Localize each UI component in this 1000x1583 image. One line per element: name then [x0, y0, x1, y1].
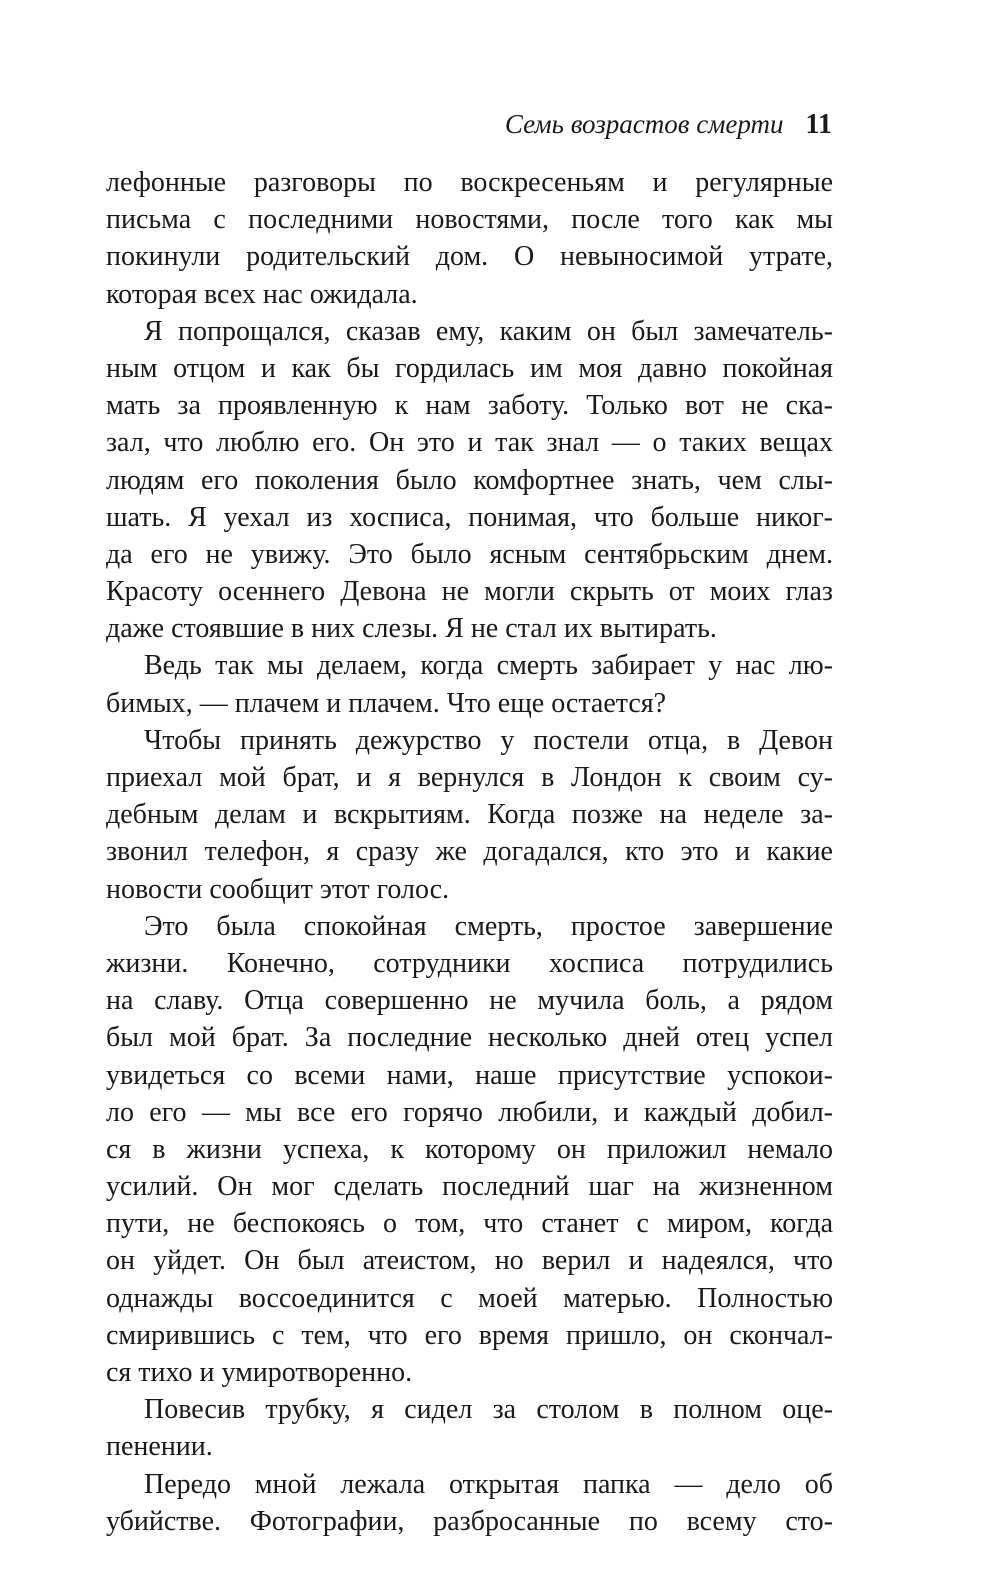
text-line: шать. Я уехал из хосписа, понимая, что больше никог-: [106, 501, 833, 533]
text-line: зал, что люблю его. Он это и так знал — о таких вещах: [106, 427, 833, 459]
body-text: [106, 164, 833, 1540]
text-line: ным отцом и как бы гордилась им моя давно покойная: [106, 352, 833, 384]
text-line: ся тихо и умиротворенно.: [106, 1357, 413, 1388]
text-line: людям его поколения было комфортнее знать, чем слы-: [106, 464, 833, 496]
text-line: дебным делам и вскрытиям. Когда позже на неделе за-: [106, 799, 833, 831]
text-line: письма с последними новостями, после того как мы: [106, 204, 833, 236]
text-line: усилий. Он мог сделать последний шаг на жизненном: [106, 1171, 833, 1203]
text-line: которая всех нас ожидала.: [106, 278, 418, 310]
paragraph-first-line: Это была спокойная смерть, простое завершение: [144, 910, 833, 942]
running-header: [505, 104, 832, 145]
text-line: однажды воссоединится с моей матерью. Полностью: [106, 1282, 833, 1314]
paragraph-first-line: Передо мной лежала открытая папка — дело об: [144, 1468, 833, 1500]
page-number: 11: [805, 109, 832, 140]
text-line: да его не увижу. Это было ясным сентябрьским днем.: [106, 538, 833, 570]
text-line: новости сообщит этот голос.: [106, 873, 450, 905]
text-line: на славу. Отца совершенно не мучила боль, а рядом: [106, 985, 833, 1017]
text-line: убийстве. Фотографии, разбросанные по всему сто-: [106, 1505, 833, 1537]
text-line: смирившись с тем, что его время пришло, он скончал-: [106, 1319, 833, 1351]
text-line: увидеться со всеми нами, наше присутствие успокои-: [106, 1059, 833, 1091]
text-line: ся в жизни успеха, к которому он приложил немало: [106, 1133, 833, 1165]
paragraph-first-line: Чтобы принять дежурство у постели отца, в Девон: [144, 724, 833, 756]
text-line: звонил телефон, я сразу же догадался, кто это и какие: [106, 836, 833, 868]
paragraph-first-line: Я попрощался, сказав ему, каким он был замечатель-: [144, 315, 833, 347]
text-line: даже стоявшие в них слезы. Я не стал их вытирать.: [106, 613, 717, 645]
text-line: он уйдет. Он был атеистом, но верил и надеялся, что: [106, 1245, 833, 1277]
text-line: покинули родительский дом. О невыносимой утрате,: [106, 241, 833, 273]
text-line: жизни. Конечно, сотрудники хосписа потрудились: [106, 947, 833, 979]
text-line: пути, не беспокоясь о том, что станет с миром, когда: [106, 1208, 833, 1240]
text-line: пенении.: [106, 1431, 213, 1463]
text-line: приехал мой брат, и я вернулся в Лондон к своим су-: [106, 762, 833, 793]
text-line: Красоту осеннего Девона не могли скрыть от моих глаз: [106, 576, 833, 608]
text-line: бимых, — плачем и плачем. Что еще остается?: [106, 687, 667, 719]
running-title: Семь возрастов смерти: [504, 109, 784, 139]
text-line: мать за проявленную к нам заботу. Только вот не ска-: [106, 390, 833, 422]
text-line: был мой брат. За последние несколько дней отец успел: [106, 1022, 833, 1054]
paragraph-first-line: Повесив трубку, я сидел за столом в полном оце-: [144, 1394, 833, 1426]
paragraph-first-line: Ведь так мы делаем, когда смерть забирает у нас лю-: [144, 650, 833, 682]
text-line: лефонные разговоры по воскресеньям и регулярные: [106, 167, 833, 198]
text-line: ло его — мы все его горячо любили, и каждый добил-: [106, 1096, 833, 1128]
